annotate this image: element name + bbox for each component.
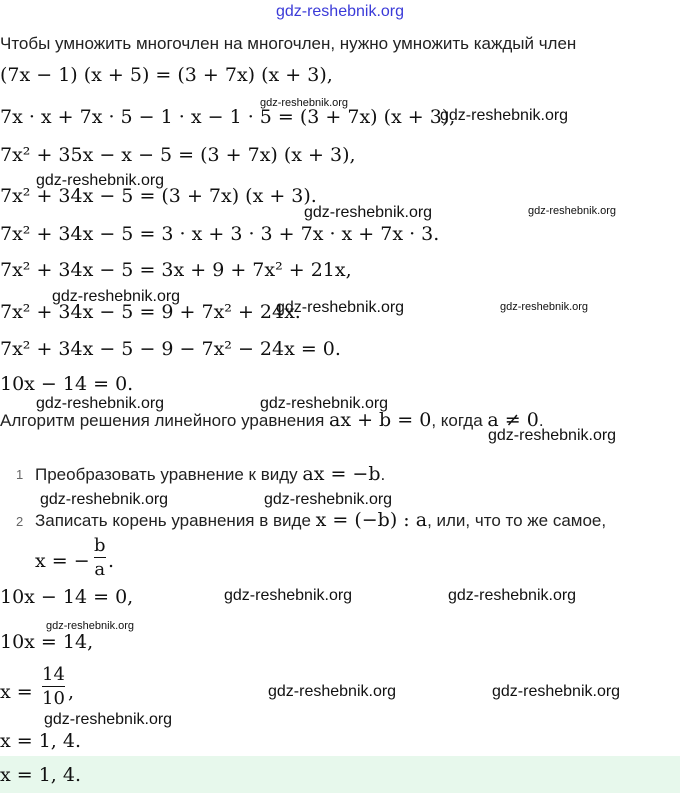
algorithm-item-1-end: . — [380, 465, 386, 484]
solution-line-3-lhs: x = — [0, 681, 33, 703]
intro-text: Чтобы умножить многочлен на многочлен, нужно умножить каждый член — [0, 34, 577, 53]
formula-numerator: b — [94, 535, 106, 556]
watermark: gdz-reshebnik.org — [52, 288, 181, 305]
solution-denominator: 10 — [42, 688, 65, 709]
algorithm-item-1-text: Преобразовать уравнение к виду — [35, 465, 303, 484]
watermark: gdz-reshebnik.org — [528, 205, 617, 217]
step-line-7: 7x² + 34x − 5 = 9 + 7x² + 24x. — [0, 301, 301, 323]
algorithm-item-2 — [35, 509, 606, 531]
answer-text: x = 1, 4. — [0, 764, 82, 786]
step-line-4: 7x² + 34x − 5 = (3 + 7x) (x + 3). — [0, 185, 317, 207]
watermark: gdz-reshebnik.org — [44, 711, 173, 728]
formula-end: . — [108, 550, 115, 572]
algorithm-item-2-math: x = (−b) : a — [315, 509, 428, 531]
watermark: gdz-reshebnik.org — [264, 491, 393, 508]
watermark: gdz-reshebnik.org — [448, 587, 577, 604]
formula-denominator: a — [94, 559, 106, 580]
algorithm-title-text: Алгоритм решения линейного уравнения — [0, 411, 330, 430]
watermark: gdz-reshebnik.org — [36, 395, 165, 412]
watermark: gdz-reshebnik.org — [46, 620, 135, 632]
step-line-5: 7x² + 34x − 5 = 3 · x + 3 · 3 + 7x · x + 7x · 3. — [0, 223, 440, 245]
step-line-6: 7x² + 34x − 5 = 3x + 9 + 7x² + 21x, — [0, 259, 352, 281]
watermark: gdz-reshebnik.org — [500, 301, 589, 313]
formula-fraction — [94, 535, 106, 580]
algorithm-title-cond-text: , когда — [431, 411, 488, 430]
solution-fraction — [42, 664, 65, 709]
solution-numerator: 14 — [42, 664, 65, 685]
solution-line-3-end: , — [68, 681, 75, 703]
algorithm-item-number-2: 2 — [16, 514, 24, 529]
algorithm-title-math: ax + b = 0 — [329, 409, 432, 431]
watermark: gdz-reshebnik.org — [276, 299, 405, 316]
site-header-watermark[interactable]: gdz-reshebnik.org — [275, 3, 405, 20]
algorithm-title-end: . — [538, 411, 544, 430]
watermark: gdz-reshebnik.org — [260, 97, 349, 109]
watermark: gdz-reshebnik.org — [304, 204, 433, 221]
watermark: gdz-reshebnik.org — [40, 491, 169, 508]
watermark: gdz-reshebnik.org — [492, 683, 621, 700]
algorithm-item-number-1: 1 — [16, 467, 24, 482]
solution-line-1: 10x − 14 = 0, — [0, 586, 134, 608]
solution-line-2: 10x = 14, — [0, 631, 94, 653]
algorithm-title-cond-math: a ≠ 0 — [487, 409, 539, 431]
step-line-8: 7x² + 34x − 5 − 9 − 7x² − 24x = 0. — [0, 338, 341, 360]
watermark: gdz-reshebnik.org — [260, 395, 389, 412]
algorithm-item-2-end: , или, что то же самое, — [427, 511, 607, 530]
fraction-bar — [42, 686, 65, 687]
watermark: gdz-reshebnik.org — [224, 587, 353, 604]
algorithm-item-1 — [35, 463, 385, 485]
watermark: gdz-reshebnik.org — [268, 683, 397, 700]
fraction-bar — [94, 557, 106, 558]
watermark: gdz-reshebnik.org — [36, 172, 165, 189]
step-line-3: 7x² + 35x − x − 5 = (3 + 7x) (x + 3), — [0, 144, 356, 166]
step-line-1: (7x − 1) (x + 5) = (3 + 7x) (x + 3), — [0, 64, 333, 86]
step-line-9: 10x − 14 = 0. — [0, 373, 134, 395]
algorithm-item-2-text: Записать корень уравнения в виде — [35, 511, 316, 530]
algorithm-item-1-math: ax = −b — [302, 463, 381, 485]
watermark: gdz-reshebnik.org — [440, 107, 569, 124]
step-line-2: 7x · x + 7x · 5 − 1 · x − 1 · 5 = (3 + 7x) (x + 3), — [0, 106, 456, 128]
answer-box — [0, 756, 680, 793]
watermark: gdz-reshebnik.org — [488, 427, 617, 444]
formula-lhs: x = − — [35, 550, 90, 572]
solution-line-4: x = 1, 4. — [0, 730, 82, 752]
